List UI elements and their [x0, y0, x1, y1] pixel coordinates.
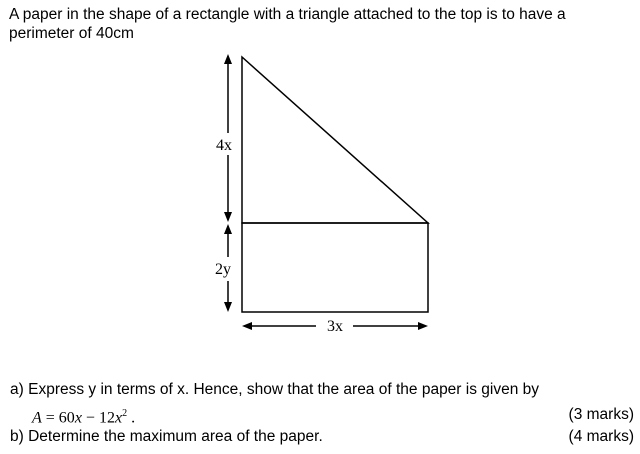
question-a-text: Express y in terms of x. Hence, show that the area of the paper is given by [28, 381, 540, 398]
triangle-shape [242, 57, 428, 223]
question-b-marks: (4 marks) [568, 428, 634, 445]
formula-eq: = 60 [41, 409, 75, 427]
formula-exp: 2 [122, 408, 128, 419]
formula-tail: . [127, 409, 136, 427]
formula-var2: x [114, 409, 123, 427]
rectangle-height-label [215, 261, 231, 278]
question-a-label: a) [10, 381, 24, 398]
question-a-marks: (3 marks) [568, 406, 634, 423]
question-b [10, 427, 323, 446]
question-b-label: b) [10, 428, 24, 445]
question-b-text: Determine the maximum area of the paper. [28, 428, 323, 445]
area-formula [32, 404, 135, 427]
rectangle-height-text: 2y [215, 261, 231, 278]
triangle-height-text: 4x [216, 137, 232, 154]
triangle-height-label [216, 137, 232, 154]
problem-intro: A paper in the shape of a rectangle with a triangle attached to the top is to have a perimeter of 40cm [9, 6, 566, 42]
formula-var1: x [74, 409, 82, 427]
rectangle-shape [242, 223, 428, 312]
formula-lhs: A [32, 409, 42, 427]
width-label [327, 318, 343, 335]
width-text: 3x [327, 318, 343, 335]
formula-minus: − 12 [81, 409, 115, 427]
question-a [10, 380, 539, 399]
